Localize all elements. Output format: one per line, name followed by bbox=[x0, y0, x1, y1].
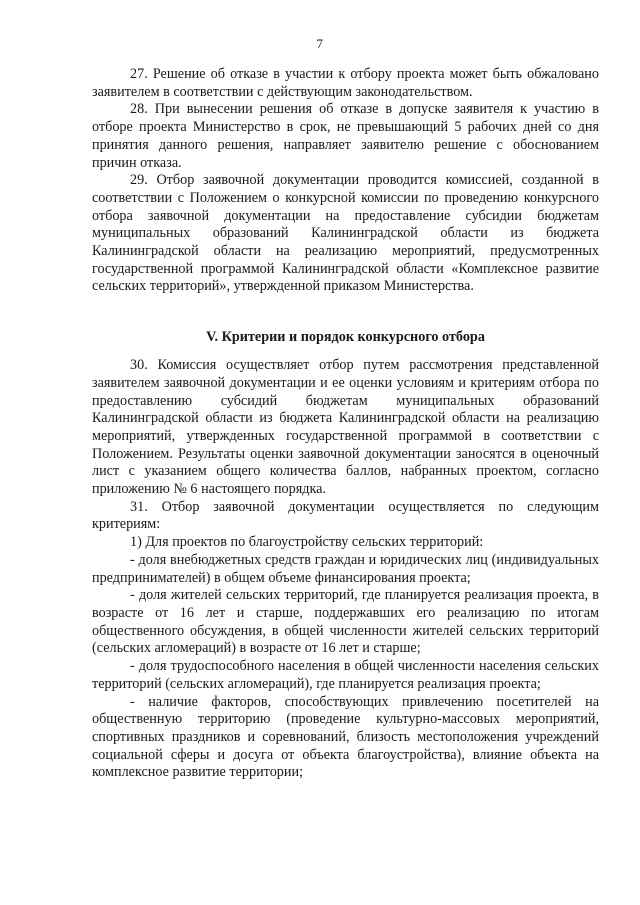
page-number: 7 bbox=[316, 36, 324, 51]
paragraph-29: 29. Отбор заявочной документации проводится комиссией, созданной в соответствии с Положением о конкурсной комиссии по проведению конкурсного отбора заявочной документации на предоставление субсидии бюджетам муниципальных образований Калининградской области из бюджета Калининградской области на реализацию мероприятий, предусмотренных государственной программой Калининградской области «Комплексное развитие сельских территорий», утвержденной приказом Министерства. bbox=[92, 172, 599, 295]
section-title: V. Критерии и порядок конкурсного отбора bbox=[206, 329, 485, 346]
paragraph-27: 27. Решение об отказе в участии к отбору проекта может быть обжаловано заявителем в соответствии с действующим законодательством. bbox=[92, 66, 599, 100]
criteria-bullet: - наличие факторов, способствующих привлечению посетителей на общественную территорию (проведение культурно-массовых мероприятий, спортивных праздников и соревнований, близость местоположения учреждений социальной сферы и досуга от объекта благоустройства), влияние объекта на комплексное развитие территории; bbox=[92, 693, 599, 781]
criteria-bullet: - доля трудоспособного населения в общей численности населения сельских территорий (сельских агломераций), где планируется реализация проекта; bbox=[92, 658, 599, 692]
criteria-bullet: - доля жителей сельских территорий, где планируется реализация проекта, в возрасте от 16 лет и старше, поддержавших его реализацию по итогам общественного обсуждения, в общей численности жителей сельских территорий (сельских агломераций) в возрасте от 16 лет и старше; bbox=[92, 587, 599, 657]
paragraph-30: 30. Комиссия осуществляет отбор путем рассмотрения представленной заявителем заявочной документации и ее оценки условиям и критериям отбора по предоставлению субсидий бюджетам муниципальных образований Калининградской области из бюджета Калининградской области на реализацию мероприятий, утвержденных государственной программой в соответствии с Положением. Результаты оценки заявочной документации заносятся в оценочный лист с указанием общего количества баллов, набранных проектом, согласно приложению № 6 настоящего порядка. bbox=[92, 357, 599, 498]
paragraph-28: 28. При вынесении решения об отказе в допуске заявителя к участию в отборе проекта Министерство в срок, не превышающий 5 рабочих дней со дня принятия данного решения, направляет заявителю решение с обоснованием причин отказа. bbox=[92, 101, 599, 171]
criteria-subheading: 1) Для проектов по благоустройству сельских территорий: bbox=[130, 534, 484, 551]
paragraph-31: 31. Отбор заявочной документации осуществляется по следующим критериям: bbox=[92, 498, 599, 533]
criteria-bullet: - доля внебюджетных средств граждан и юридических лиц (индивидуальных предпринимателей) в общем объеме финансирования проекта; bbox=[92, 551, 599, 586]
document-body bbox=[92, 66, 599, 782]
